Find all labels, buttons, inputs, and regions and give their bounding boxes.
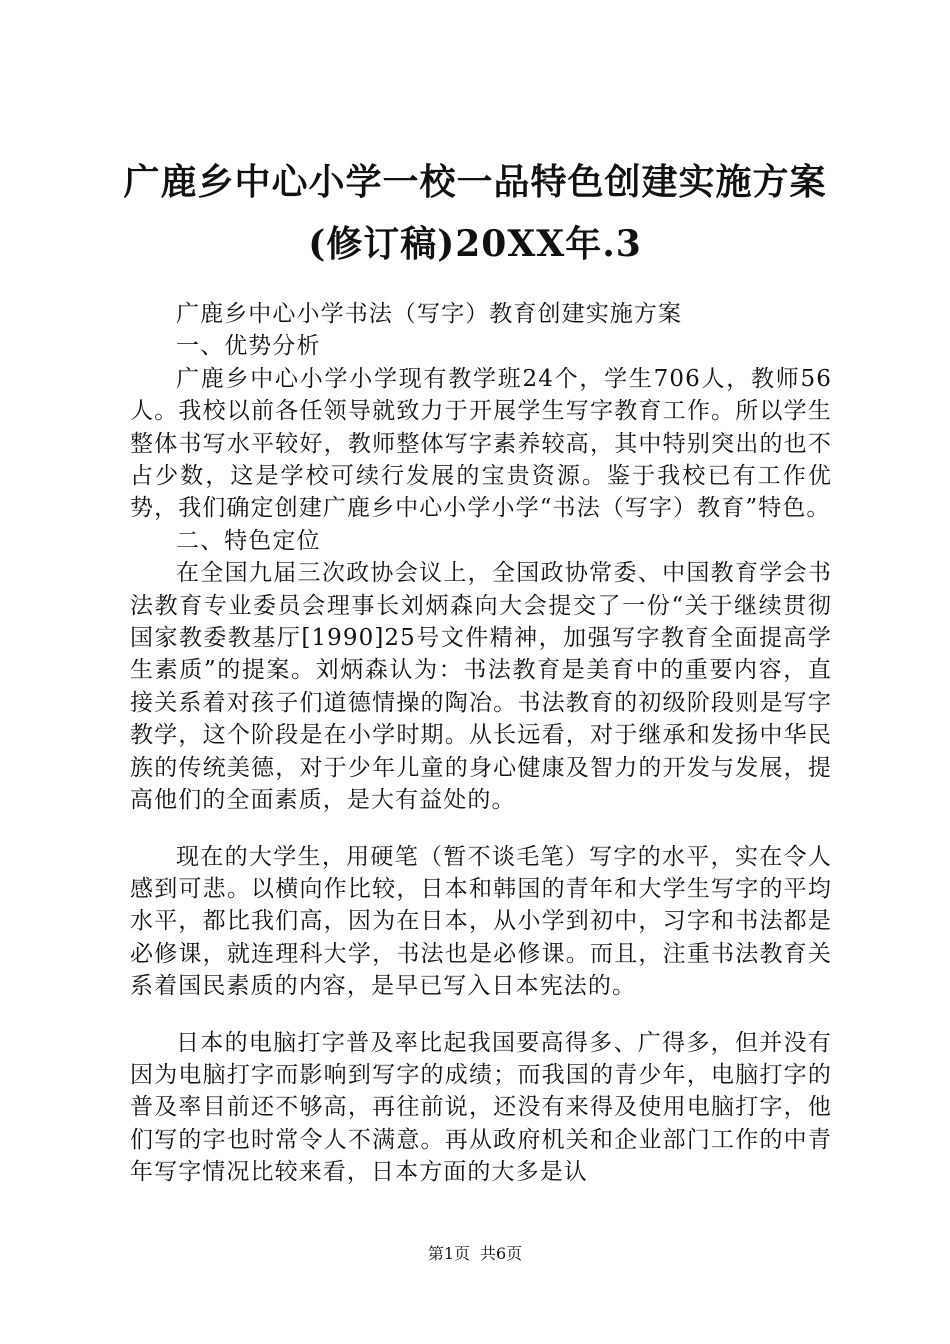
section-heading: 二、特色定位 bbox=[176, 527, 321, 554]
document-subtitle: (修订稿)20XX年.3 bbox=[308, 223, 642, 265]
page-number: 第1页 bbox=[427, 1244, 470, 1263]
section-heading: 一、优势分析 bbox=[176, 333, 321, 360]
section-heading: 广鹿乡中心小学书法（写字）教育创建实施方案 bbox=[176, 301, 683, 327]
document-title: 广鹿乡中心小学一校一品特色创建实施方案 bbox=[123, 161, 827, 203]
page-footer bbox=[0, 1244, 950, 1264]
body-paragraph: 广鹿乡中心小学小学现有教学班24个，学生706人，教师56人。我校以前各任领导就致力于开展学生写字教育工作。所以学生整体书写水平较好，教师整体写字素养较高，其中特别突出的也不占少数，这是学校可续行发展的宝贵资源。鉴于我校已有工作优势，我们确定创建广鹿乡中心小学小学“书法（写字）教育”特色。 bbox=[130, 365, 832, 522]
document-body bbox=[130, 298, 832, 1189]
body-paragraph: 在全国九届三次政协会议上，全国政协常委、中国教育学会书法教育专业委员会理事长刘炳森向大会提交了一份“关于继续贯彻国家教委教基厅[1990]25号文件精神，加强写字教育全面提高学生素质”的提案。刘炳森认为：书法教育是美育中的重要内容，直接关系着对孩子们道德情操的陶冶。书法教育的初级阶段则是写字教学，这个阶段是在小学时期。从长远看，对于继承和发扬中华民族的传统美德，对于少年儿童的身心健康及智力的开发与发展，提高他们的全面素质，是大有益处的。 bbox=[130, 560, 832, 814]
body-paragraph: 现在的大学生，用硬笔（暂不谈毛笔）写字的水平，实在令人感到可悲。以横向作比较，日本和韩国的青年和大学生写字的平均水平，都比我们高，因为在日本，从小学到初中，习字和书法都是必修课，就连理科大学，书法也是必修课。而且，注重书法教育关系着国民素质的内容，是早已写入日本宪法的。 bbox=[130, 843, 832, 1000]
page-total: 共6页 bbox=[480, 1244, 523, 1263]
body-paragraph: 日本的电脑打字普及率比起我国要高得多、广得多，但并没有因为电脑打字而影响到写字的成绩；而我国的青少年，电脑打字的普及率目前还不够高，再往前说，还没有来得及使用电脑打字，他们写的字也时常令人不满意。再从政府机关和企业部门工作的中青年写字情况比较来看，日本方面的大多是认 bbox=[130, 1029, 832, 1186]
